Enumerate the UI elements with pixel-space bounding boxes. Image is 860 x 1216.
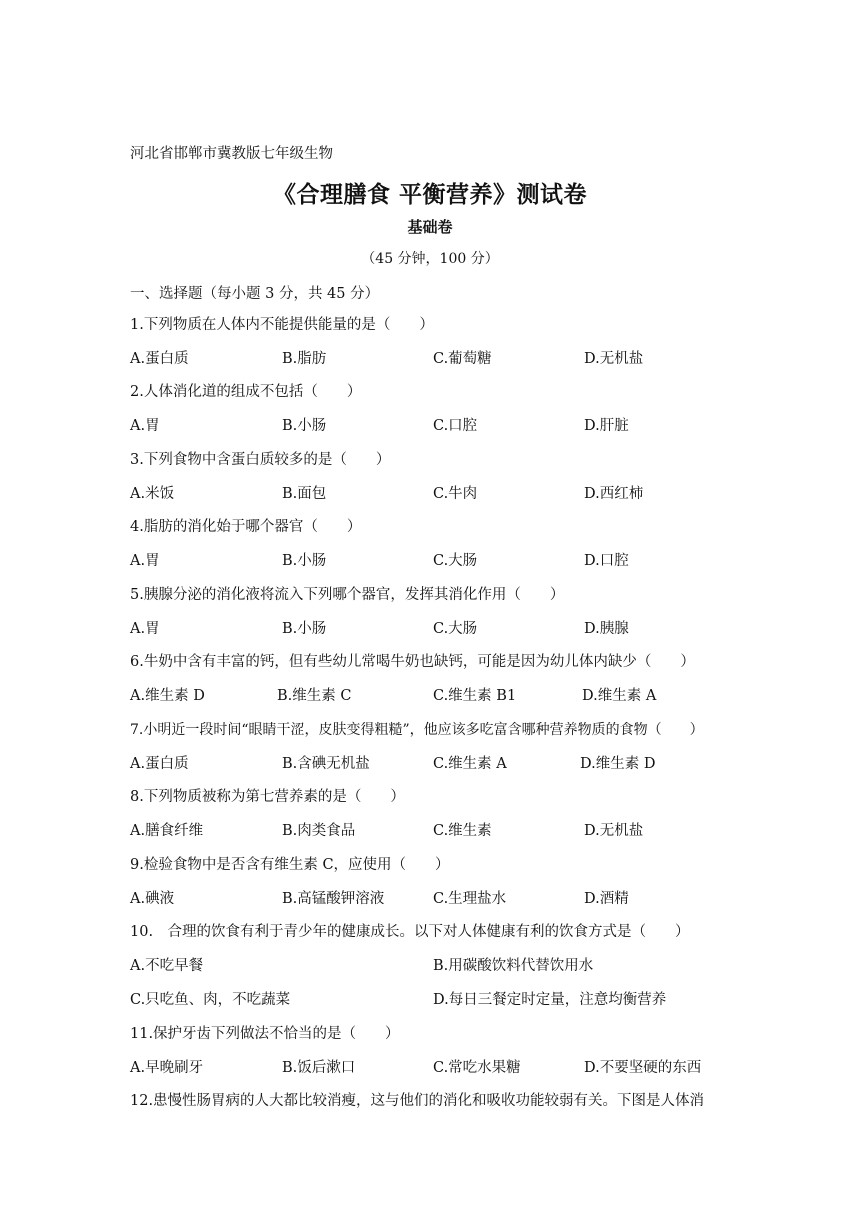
- option-d: D.胰腺: [584, 621, 629, 637]
- question-stem: 11.保护牙齿下列做法不恰当的是（ ）: [130, 1026, 400, 1042]
- option-c: C.维生素 B1: [433, 688, 517, 704]
- option-c: C.维生素: [433, 823, 492, 839]
- option-d: D.酒精: [584, 891, 629, 907]
- option-b: B.小肠: [282, 553, 327, 569]
- option-c: C.大肠: [433, 621, 478, 637]
- option-d: D.西红柿: [584, 486, 644, 502]
- option-a: A.胃: [130, 418, 160, 434]
- option-d: D.不要坚硬的东西: [584, 1060, 702, 1076]
- document-title: 《合理膳食 平衡营养》测试卷: [272, 181, 587, 208]
- option-a: A.碘液: [130, 891, 175, 907]
- option-b: B.面包: [282, 486, 327, 502]
- option-a: A.米饭: [130, 486, 175, 502]
- option-b: B.肉类食品: [282, 823, 356, 839]
- option-c: C.维生素 A: [433, 756, 507, 772]
- question-stem: 6.牛奶中含有丰富的钙，但有些幼儿常喝牛奶也缺钙，可能是因为幼儿体内缺少（ ）: [130, 654, 695, 670]
- time-and-score: （45 分钟，100 分）: [361, 251, 499, 267]
- option-c: C.常吃水果糖: [433, 1060, 521, 1076]
- option-d: D.维生素 A: [582, 688, 657, 704]
- option-a: A.胃: [130, 621, 160, 637]
- option-b: B.小肠: [282, 418, 327, 434]
- question-stem: 3.下列食物中含蛋白质较多的是（ ）: [130, 452, 391, 468]
- option-d: D.肝脏: [584, 418, 629, 434]
- question-stem: 1.下列物质在人体内不能提供能量的是（ ）: [130, 317, 434, 333]
- option-b: B.小肠: [282, 621, 327, 637]
- question-stem: 10. 合理的饮食有利于青少年的健康成长。以下对人体健康有利的饮食方式是（ ）: [130, 924, 690, 940]
- option-b: B.高锰酸钾溶液: [282, 891, 385, 907]
- question-stem: 4.脂肪的消化始于哪个器官（ ）: [130, 519, 362, 535]
- document-header: 河北省邯郸市冀教版七年级生物: [130, 146, 333, 162]
- option-c: C.大肠: [433, 553, 478, 569]
- section-heading: 一、选择题（每小题 3 分，共 45 分）: [130, 286, 380, 302]
- option-c: C.生理盐水: [433, 891, 507, 907]
- question-stem: 9.检验食物中是否含有维生素 C，应使用（ ）: [130, 857, 450, 873]
- option-c: C.口腔: [433, 418, 478, 434]
- question-stem: 8.下列物质被称为第七营养素的是（ ）: [130, 789, 405, 805]
- option-a: A.胃: [130, 553, 160, 569]
- option-a: A.早晚刷牙: [130, 1060, 204, 1076]
- option-b: B.用碳酸饮料代替饮用水: [433, 958, 594, 974]
- option-d: D.口腔: [584, 553, 629, 569]
- option-c: C.只吃鱼、肉，不吃蔬菜: [130, 992, 291, 1008]
- option-a: A.维生素 D: [130, 688, 205, 704]
- option-b: B.饭后漱口: [282, 1060, 356, 1076]
- option-d: D.无机盐: [584, 351, 644, 367]
- question-stem: 7.小明近一段时间“眼睛干涩，皮肤变得粗糙”，他应该多吃富含哪种营养物质的食物（ ）: [130, 722, 704, 738]
- option-a: A.膳食纤维: [130, 823, 204, 839]
- question-stem: 2.人体消化道的组成不包括（ ）: [130, 384, 362, 400]
- option-d: D.每日三餐定时定量，注意均衡营养: [433, 992, 667, 1008]
- option-c: C.牛肉: [433, 486, 478, 502]
- option-d: D.无机盐: [584, 823, 644, 839]
- document-subtitle: 基础卷: [407, 218, 453, 236]
- option-c: C.葡萄糖: [433, 351, 492, 367]
- option-b: B.维生素 C: [277, 688, 352, 704]
- option-d: D.维生素 D: [580, 756, 656, 772]
- option-a: A.蛋白质: [130, 351, 189, 367]
- option-b: B.含碘无机盐: [282, 756, 370, 772]
- question-stem: 5.胰腺分泌的消化液将流入下列哪个器官，发挥其消化作用（ ）: [130, 587, 565, 603]
- option-a: A.蛋白质: [130, 756, 189, 772]
- option-b: B.脂肪: [282, 351, 327, 367]
- option-a: A.不吃早餐: [130, 958, 204, 974]
- question-stem: 12.患慢性肠胃病的人大都比较消瘦，这与他们的消化和吸收功能较弱有关。下图是人体消: [130, 1093, 705, 1109]
